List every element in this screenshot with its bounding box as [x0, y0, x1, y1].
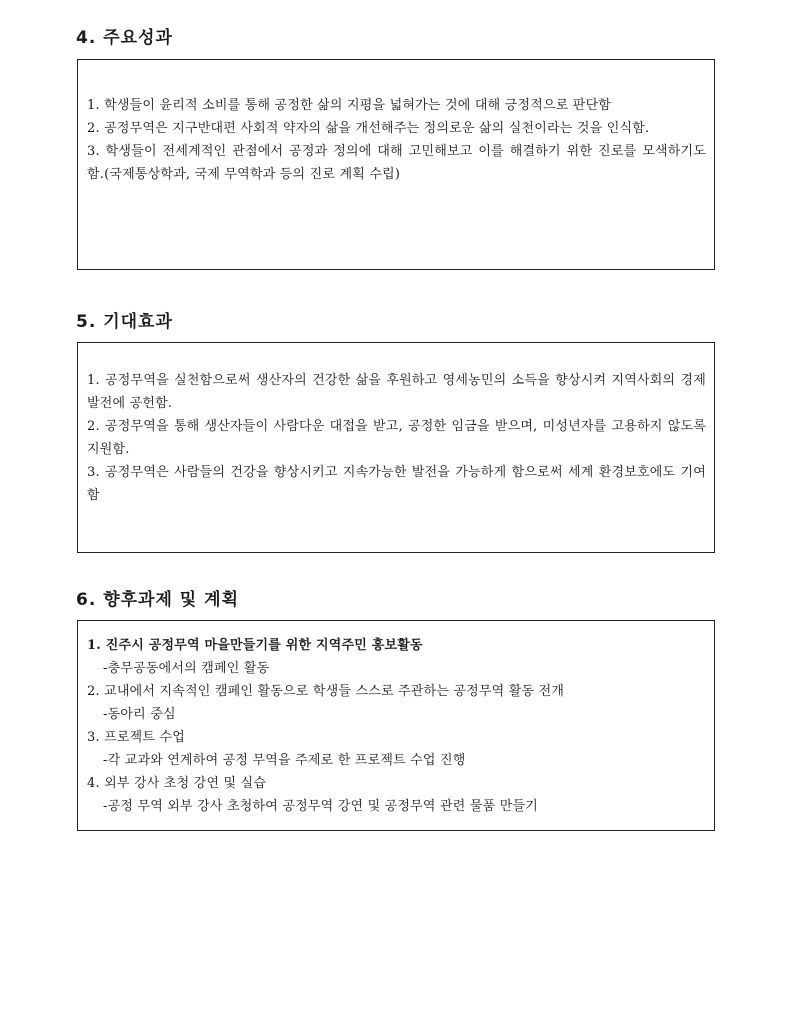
section-5-box: [77, 342, 715, 553]
section-4-heading: 4. 주요성과: [76, 28, 173, 48]
plan-item-3: 3. 프로젝트 수업: [87, 730, 186, 745]
plan-item-1: 1. 진주시 공정무역 마을만들기를 위한 지역주민 홍보활동: [87, 638, 423, 653]
section-4-item-3: 3. 학생들이 전세계적인 관점에서 공정과 정의에 대해 고민해보고 이를 해결하기 위한 진로를 모색하기도 함.(국제통상학과, 국제 무역학과 등의 진로 계획 수립): [87, 144, 706, 182]
plan-item-2-detail: -동아리 중심: [103, 707, 176, 722]
section-5-item-1: 1. 공정무역을 실천함으로써 생산자의 건강한 삶을 후원하고 영세농민의 소득을 향상시켜 지역사회의 경제발전에 공헌함.: [87, 373, 706, 411]
plan-item-1-detail: -충무공동에서의 캠페인 활동: [103, 661, 270, 676]
section-6-heading: 6. 향후과제 및 계획: [76, 590, 239, 610]
section-5-item-3: 3. 공정무역은 사람들의 건강을 향상시키고 지속가능한 발전을 가능하게 함으로써 세계 환경보호에도 기여함: [87, 465, 706, 503]
section-4-box: [77, 59, 715, 270]
plan-item-2: 2. 교내에서 지속적인 캠페인 활동으로 학생들 스스로 주관하는 공정무역 활동 전개: [87, 684, 565, 699]
plan-item-3-detail: -각 교과와 연계하여 공정 무역을 주제로 한 프로젝트 수업 진행: [103, 753, 466, 768]
section-5-item-2: 2. 공정무역을 통해 생산자들이 사람다운 대접을 받고, 공정한 임금을 받으며, 미성년자를 고용하지 않도록 지원함.: [87, 419, 706, 457]
section-4-item-2: 2. 공정무역은 지구반대편 사회적 약자의 삶을 개선해주는 정의로운 삶의 실천이라는 것을 인식함.: [87, 121, 650, 136]
section-5-heading: 5. 기대효과: [76, 312, 173, 332]
plan-item-4: 4. 외부 강사 초청 강연 및 실습: [87, 776, 267, 791]
plan-item-4-detail: -공정 무역 외부 강사 초청하여 공정무역 강연 및 공정무역 관련 물품 만들기: [103, 799, 538, 814]
section-4-item-1: 1. 학생들이 윤리적 소비를 통해 공정한 삶의 지평을 넓혀가는 것에 대해 긍정적으로 판단함: [87, 98, 612, 113]
section-6-box: [77, 620, 715, 831]
